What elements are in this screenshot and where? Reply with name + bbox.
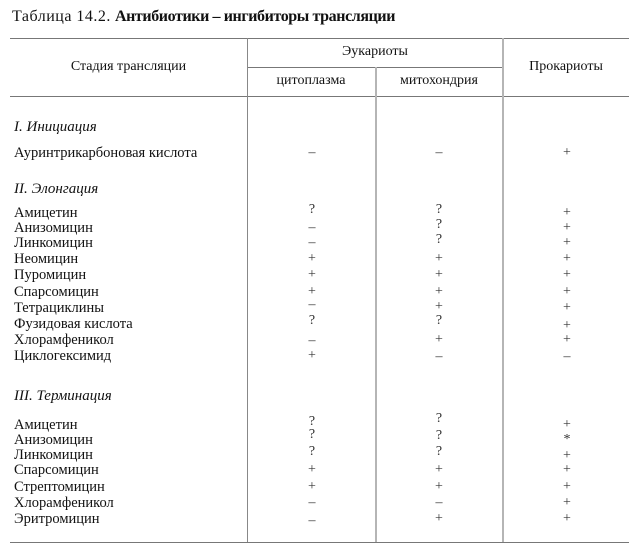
header-cytoplasm: цитоплазма bbox=[276, 73, 346, 88]
cell-prokaryotes: + bbox=[563, 235, 571, 250]
cell-prokaryotes: + bbox=[563, 511, 571, 526]
header-mitochondria: митохондрия bbox=[400, 73, 478, 88]
cell-prokaryotes: + bbox=[563, 205, 571, 220]
cell-mitochondria: + bbox=[435, 479, 443, 494]
header-bottom-rule bbox=[10, 96, 629, 97]
cell-mitochondria: – bbox=[435, 495, 443, 510]
cell-cytoplasm: – bbox=[308, 333, 316, 348]
cell-mitochondria: ? bbox=[435, 232, 443, 247]
cell-prokaryotes: + bbox=[563, 448, 571, 463]
header-eukaryotes: Эукариоты bbox=[342, 44, 408, 59]
cell-prokaryotes: – bbox=[563, 349, 571, 364]
cell-prokaryotes: + bbox=[563, 318, 571, 333]
cell-cytoplasm: + bbox=[308, 479, 316, 494]
cell-cytoplasm: – bbox=[308, 513, 316, 528]
row-name: Анизомицин bbox=[14, 220, 93, 236]
cell-cytoplasm: ? bbox=[308, 313, 316, 328]
row-name: Фузидовая кислота bbox=[14, 316, 133, 332]
cell-prokaryotes: + bbox=[563, 479, 571, 494]
row-name: Ауринтрикарбоновая кислота bbox=[14, 145, 198, 161]
cell-mitochondria: + bbox=[435, 299, 443, 314]
row-name: Неомицин bbox=[14, 251, 79, 267]
cell-prokaryotes: + bbox=[563, 332, 571, 347]
section-elongation: II. Элонгация bbox=[14, 181, 99, 197]
row-name: Анизомицин bbox=[14, 432, 93, 448]
table-caption bbox=[12, 8, 395, 26]
row-name: Хлорамфеникол bbox=[14, 495, 114, 511]
cell-mitochondria: ? bbox=[435, 428, 443, 443]
cell-mitochondria: + bbox=[435, 332, 443, 347]
row-name: Спарсомицин bbox=[14, 284, 99, 300]
row-name: Стрептомицин bbox=[14, 479, 105, 495]
row-name: Эритромицин bbox=[14, 511, 100, 527]
cell-cytoplasm: – bbox=[308, 297, 316, 312]
row-name: Тетрациклины bbox=[14, 300, 105, 316]
caption-title: Антибиотики – ингибиторы трансляции bbox=[114, 8, 396, 25]
cell-prokaryotes: + bbox=[563, 251, 571, 266]
table-bottom-rule bbox=[10, 542, 629, 543]
table-top-rule bbox=[10, 38, 629, 39]
cell-mitochondria: ? bbox=[435, 313, 443, 328]
cell-prokaryotes: + bbox=[563, 462, 571, 477]
cell-cytoplasm: + bbox=[308, 348, 316, 363]
cell-prokaryotes: + bbox=[563, 495, 571, 510]
cell-cytoplasm: – bbox=[308, 235, 316, 250]
row-name: Циклогексимид bbox=[14, 348, 112, 364]
cell-prokaryotes: + bbox=[563, 284, 571, 299]
header-stage: Стадия трансляции bbox=[70, 59, 187, 74]
cell-prokaryotes: + bbox=[563, 417, 571, 432]
cell-cytoplasm: + bbox=[308, 267, 316, 282]
cell-cytoplasm: ? bbox=[308, 414, 316, 429]
cell-cytoplasm: + bbox=[308, 251, 316, 266]
cell-prokaryotes: + bbox=[563, 267, 571, 282]
cell-mitochondria: + bbox=[435, 511, 443, 526]
cell-prokaryotes: * bbox=[563, 432, 571, 447]
cell-mitochondria: – bbox=[435, 349, 443, 364]
cell-mitochondria: + bbox=[435, 284, 443, 299]
section-termination: III. Терминация bbox=[14, 388, 112, 404]
column-divider-cytoplasm bbox=[375, 67, 377, 542]
row-name: Амицетин bbox=[14, 205, 78, 221]
column-divider-eukaryotes bbox=[502, 38, 504, 542]
row-name: Амицетин bbox=[14, 417, 78, 433]
cell-cytoplasm: + bbox=[308, 462, 316, 477]
cell-mitochondria: + bbox=[435, 267, 443, 282]
row-name: Линкомицин bbox=[14, 447, 93, 463]
column-divider-stage bbox=[247, 38, 248, 542]
cell-cytoplasm: – bbox=[308, 220, 316, 235]
cell-cytoplasm: + bbox=[308, 284, 316, 299]
cell-cytoplasm: ? bbox=[308, 427, 316, 442]
cell-prokaryotes: + bbox=[563, 220, 571, 235]
cell-mitochondria: – bbox=[435, 145, 443, 160]
cell-mitochondria: ? bbox=[435, 217, 443, 232]
cell-prokaryotes: + bbox=[563, 145, 571, 160]
caption-number: Таблица 14.2. bbox=[12, 8, 111, 25]
cell-cytoplasm: ? bbox=[308, 444, 316, 459]
section-initiation: I. Инициация bbox=[14, 119, 97, 135]
cell-mitochondria: ? bbox=[435, 444, 443, 459]
cell-mitochondria: ? bbox=[435, 411, 443, 426]
row-name: Пуромицин bbox=[14, 267, 87, 283]
cell-prokaryotes: + bbox=[563, 300, 571, 315]
row-name: Линкомицин bbox=[14, 235, 93, 251]
header-prokaryotes: Прокариоты bbox=[529, 59, 603, 74]
cell-cytoplasm: – bbox=[308, 495, 316, 510]
cell-mitochondria: + bbox=[435, 462, 443, 477]
row-name: Спарсомицин bbox=[14, 462, 99, 478]
cell-mitochondria: + bbox=[435, 251, 443, 266]
cell-cytoplasm: – bbox=[308, 145, 316, 160]
row-name: Хлорамфеникол bbox=[14, 332, 114, 348]
cell-mitochondria: ? bbox=[435, 202, 443, 217]
cell-cytoplasm: ? bbox=[308, 202, 316, 217]
